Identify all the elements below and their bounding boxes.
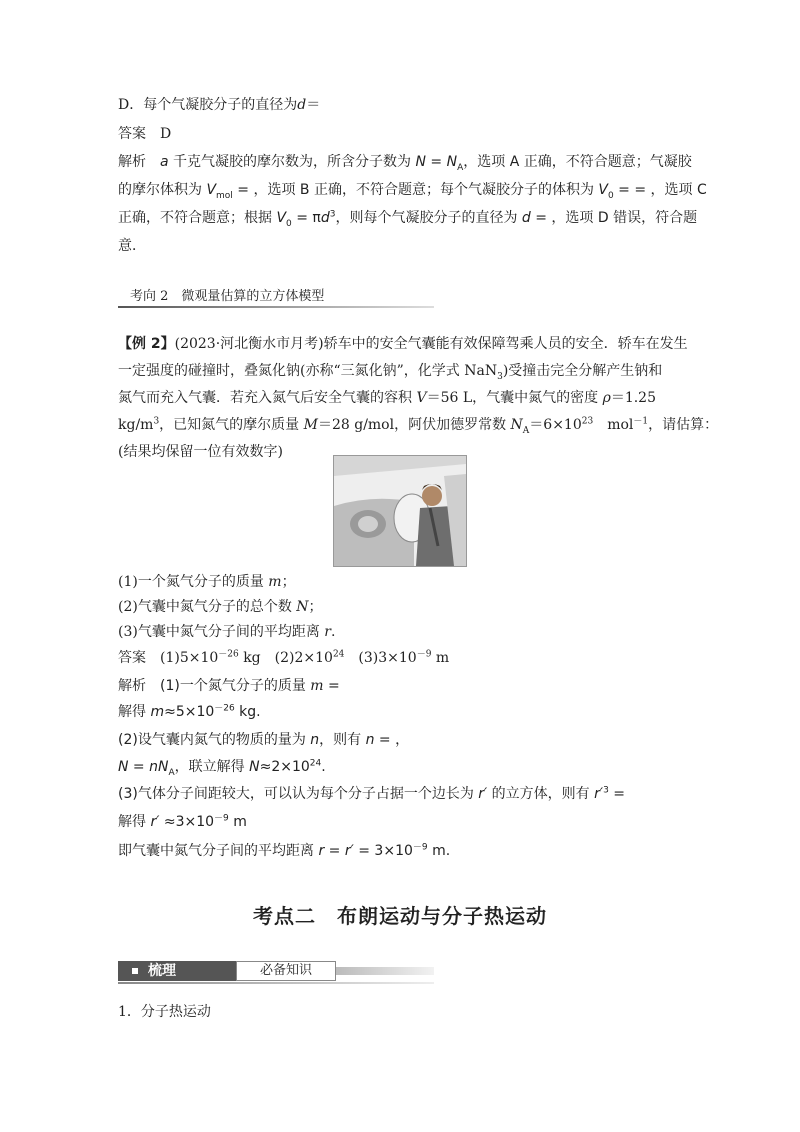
question-3: [118, 622, 335, 642]
var-n: N: [415, 154, 426, 170]
text: = π: [291, 210, 321, 226]
sup: －1: [633, 416, 649, 427]
sup: 24: [309, 758, 322, 769]
text: =: [128, 759, 150, 775]
explanation-1-line-2: [118, 180, 707, 200]
text: 解得: [118, 704, 151, 720]
answer-2: [118, 648, 449, 668]
text: 的摩尔体积为: [118, 182, 207, 198]
explanation-1-line-3: [118, 208, 697, 228]
solution-line-7: [118, 841, 450, 861]
solution-line-6: [118, 812, 247, 832]
text: 意．: [118, 238, 146, 254]
var-r-prime: r′: [344, 843, 354, 859]
var-r-prime: r′: [594, 786, 604, 802]
text: (1)5×10: [160, 650, 219, 666]
var-rho: ρ: [602, 390, 611, 406]
text: ，选项 A 正确，不符合题意；气凝胶: [463, 154, 692, 170]
explanation-1-line-4: [118, 236, 146, 256]
text: 一定强度的碰撞时，叠氮化钠(亦称“三氮化钠”，化学式 NaN: [118, 363, 498, 379]
sup: 24: [332, 649, 345, 660]
item-1-heading: 1．分子热运动: [118, 1004, 211, 1020]
sup: －9: [412, 842, 428, 853]
text: = ，选项 B 正确，不符合题意；每个气凝胶分子的体积为: [232, 182, 599, 198]
sup: 23: [581, 416, 594, 427]
text: =: [323, 678, 340, 694]
text: (2)设气囊内氮气的物质的量为: [118, 732, 311, 748]
solution-line-5: [118, 784, 625, 804]
text: )受撞击完全分解产生钠和: [502, 363, 663, 379]
var-na: N: [446, 154, 458, 170]
var-r-prime: r′: [478, 786, 488, 802]
topic-underline: [118, 306, 434, 308]
text: =: [425, 154, 447, 170]
text: (结果均保留一位有效数字): [118, 444, 283, 460]
text: ；: [308, 599, 323, 615]
text: .: [321, 759, 326, 775]
text: 氮气而充入气囊．若充入氮气后安全气囊的容积: [118, 390, 417, 406]
solution-line-2: [118, 702, 261, 722]
text: 正确，不符合题意；根据: [118, 210, 277, 226]
sub-3: 3: [497, 371, 503, 382]
text: (3)3×10: [344, 650, 417, 666]
text: mol: [593, 417, 634, 433]
var-d: d: [297, 97, 307, 113]
topic-text: 考向 2 微观量估算的立方体模型: [130, 289, 325, 304]
example-source: (2023·河北衡水市月考): [174, 336, 324, 352]
example-line-5: [118, 442, 283, 462]
square-bullet-icon: [132, 968, 138, 974]
explanation-label: 解析: [118, 154, 146, 170]
var-m: M: [303, 417, 318, 433]
text: 即气囊中氮气分子间的平均距离: [118, 843, 319, 859]
text: ，请估算：: [648, 417, 719, 433]
sup: －26: [214, 703, 235, 714]
var-v: V: [416, 390, 427, 406]
text: ；: [281, 574, 296, 590]
var-n: n: [365, 732, 375, 748]
sup: －9: [214, 813, 229, 824]
text: ，则每个气凝胶分子的直径为: [335, 210, 522, 226]
text: 轿车中的安全气囊能有效保障驾乘人员的安全．轿车在发生: [323, 336, 688, 352]
var-n: n: [310, 732, 320, 748]
example-line-2: [118, 361, 662, 381]
banner-dark-tab: [118, 961, 236, 981]
var-d: d: [320, 210, 330, 226]
option-d-text: D．每个气凝胶分子的直径为: [118, 97, 298, 113]
sub-a: A: [168, 767, 175, 778]
sub-a: A: [457, 162, 464, 173]
solution-line-1: [118, 676, 340, 696]
text: m: [228, 814, 247, 830]
var-m: m: [150, 704, 165, 720]
text: ≈5×10: [164, 704, 215, 720]
example-line-1: [118, 334, 688, 354]
equals: ＝: [306, 97, 321, 113]
solution-line-3: [118, 730, 409, 750]
text: kg.: [234, 704, 261, 720]
text: 的立方体，则有: [487, 786, 595, 802]
text: m: [431, 650, 450, 666]
banner-light-tab: 必备知识: [236, 961, 336, 981]
var-d: d: [521, 210, 531, 226]
text: 千克气凝胶的摩尔数为，所含分子数为: [168, 154, 416, 170]
text: ≈3×10: [159, 814, 215, 830]
banner-dark-label: 梳理: [148, 963, 176, 979]
airbag-illustration: [333, 455, 467, 567]
airbag-drawing: [334, 456, 466, 566]
text: ，已知氮气的摩尔质量: [159, 417, 304, 433]
sup: －26: [218, 649, 239, 660]
text: kg/m: [118, 417, 154, 433]
option-d: [118, 95, 320, 115]
text: = = ，选项 C: [613, 182, 707, 198]
explanation-1-line-1: [118, 152, 692, 172]
sup: －9: [416, 649, 432, 660]
text: = ，选项 D 错误，符合题: [530, 210, 698, 226]
var-nna: nN: [149, 759, 169, 775]
text: (1)一个氮气分子的质量: [160, 678, 311, 694]
var-v0: V: [276, 210, 287, 226]
var-r: r: [324, 624, 331, 640]
sup: 3: [603, 785, 609, 796]
text: ≈2×10: [259, 759, 310, 775]
text: ＝6×10: [529, 417, 582, 433]
sub-0: 0: [607, 190, 614, 201]
answer-value: D: [160, 126, 172, 142]
sub-a: A: [522, 425, 530, 436]
banner-underline: [118, 982, 434, 984]
text: (3)气囊中氮气分子间的平均距离: [118, 624, 325, 640]
topic-heading: [118, 282, 434, 308]
banner-gradient: [336, 967, 434, 975]
text: ＝1.25: [610, 390, 656, 406]
answer-label: 答案: [118, 650, 146, 666]
var-r-prime: r′: [150, 814, 160, 830]
var-n: N: [296, 599, 309, 615]
text: 解得: [118, 814, 151, 830]
text: m.: [427, 843, 451, 859]
text: ，联立解得: [174, 759, 250, 775]
section-title: 考点二 布朗运动与分子热运动: [253, 904, 547, 928]
text: .: [330, 624, 336, 640]
section-banner: [118, 958, 434, 984]
question-1: [118, 572, 296, 592]
text: = 3×10: [353, 843, 413, 859]
var-n: N: [510, 417, 523, 433]
var-n: N: [118, 759, 129, 775]
text: = ，: [374, 732, 410, 748]
text: =: [608, 786, 625, 802]
text: ＝56 L，气囊中氮气的密度: [426, 390, 603, 406]
text: ＝28 g/mol，阿伏加德罗常数: [317, 417, 511, 433]
var-m: m: [310, 678, 324, 694]
example-line-4: [118, 415, 718, 435]
answer-1: [118, 124, 171, 144]
text: (1)一个氮气分子的质量: [118, 574, 269, 590]
sub-0: 0: [286, 218, 292, 229]
solution-line-4: [118, 757, 326, 777]
answer-label: 答案: [118, 126, 146, 142]
var-m: m: [268, 574, 282, 590]
example-tag: 【例 2】: [118, 336, 175, 352]
sub-mol: mol: [216, 190, 233, 201]
question-2: [118, 597, 323, 617]
solution-label: 解析: [118, 678, 146, 694]
text: (2)气囊中氮气分子的总个数: [118, 599, 297, 615]
sup-3: 3: [329, 209, 336, 220]
var-n: N: [249, 759, 260, 775]
var-v0: V: [598, 182, 608, 198]
text: ，则有: [319, 732, 366, 748]
text: (3)气体分子间距较大，可以认为每个分子占据一个边长为: [118, 786, 479, 802]
var-a: a: [160, 154, 169, 170]
sup: 3: [153, 416, 160, 427]
var-v: V: [206, 182, 217, 198]
var-r: r: [318, 843, 325, 859]
text: =: [324, 843, 345, 859]
text: kg (2)2×10: [238, 650, 333, 666]
example-line-3: [118, 388, 656, 408]
